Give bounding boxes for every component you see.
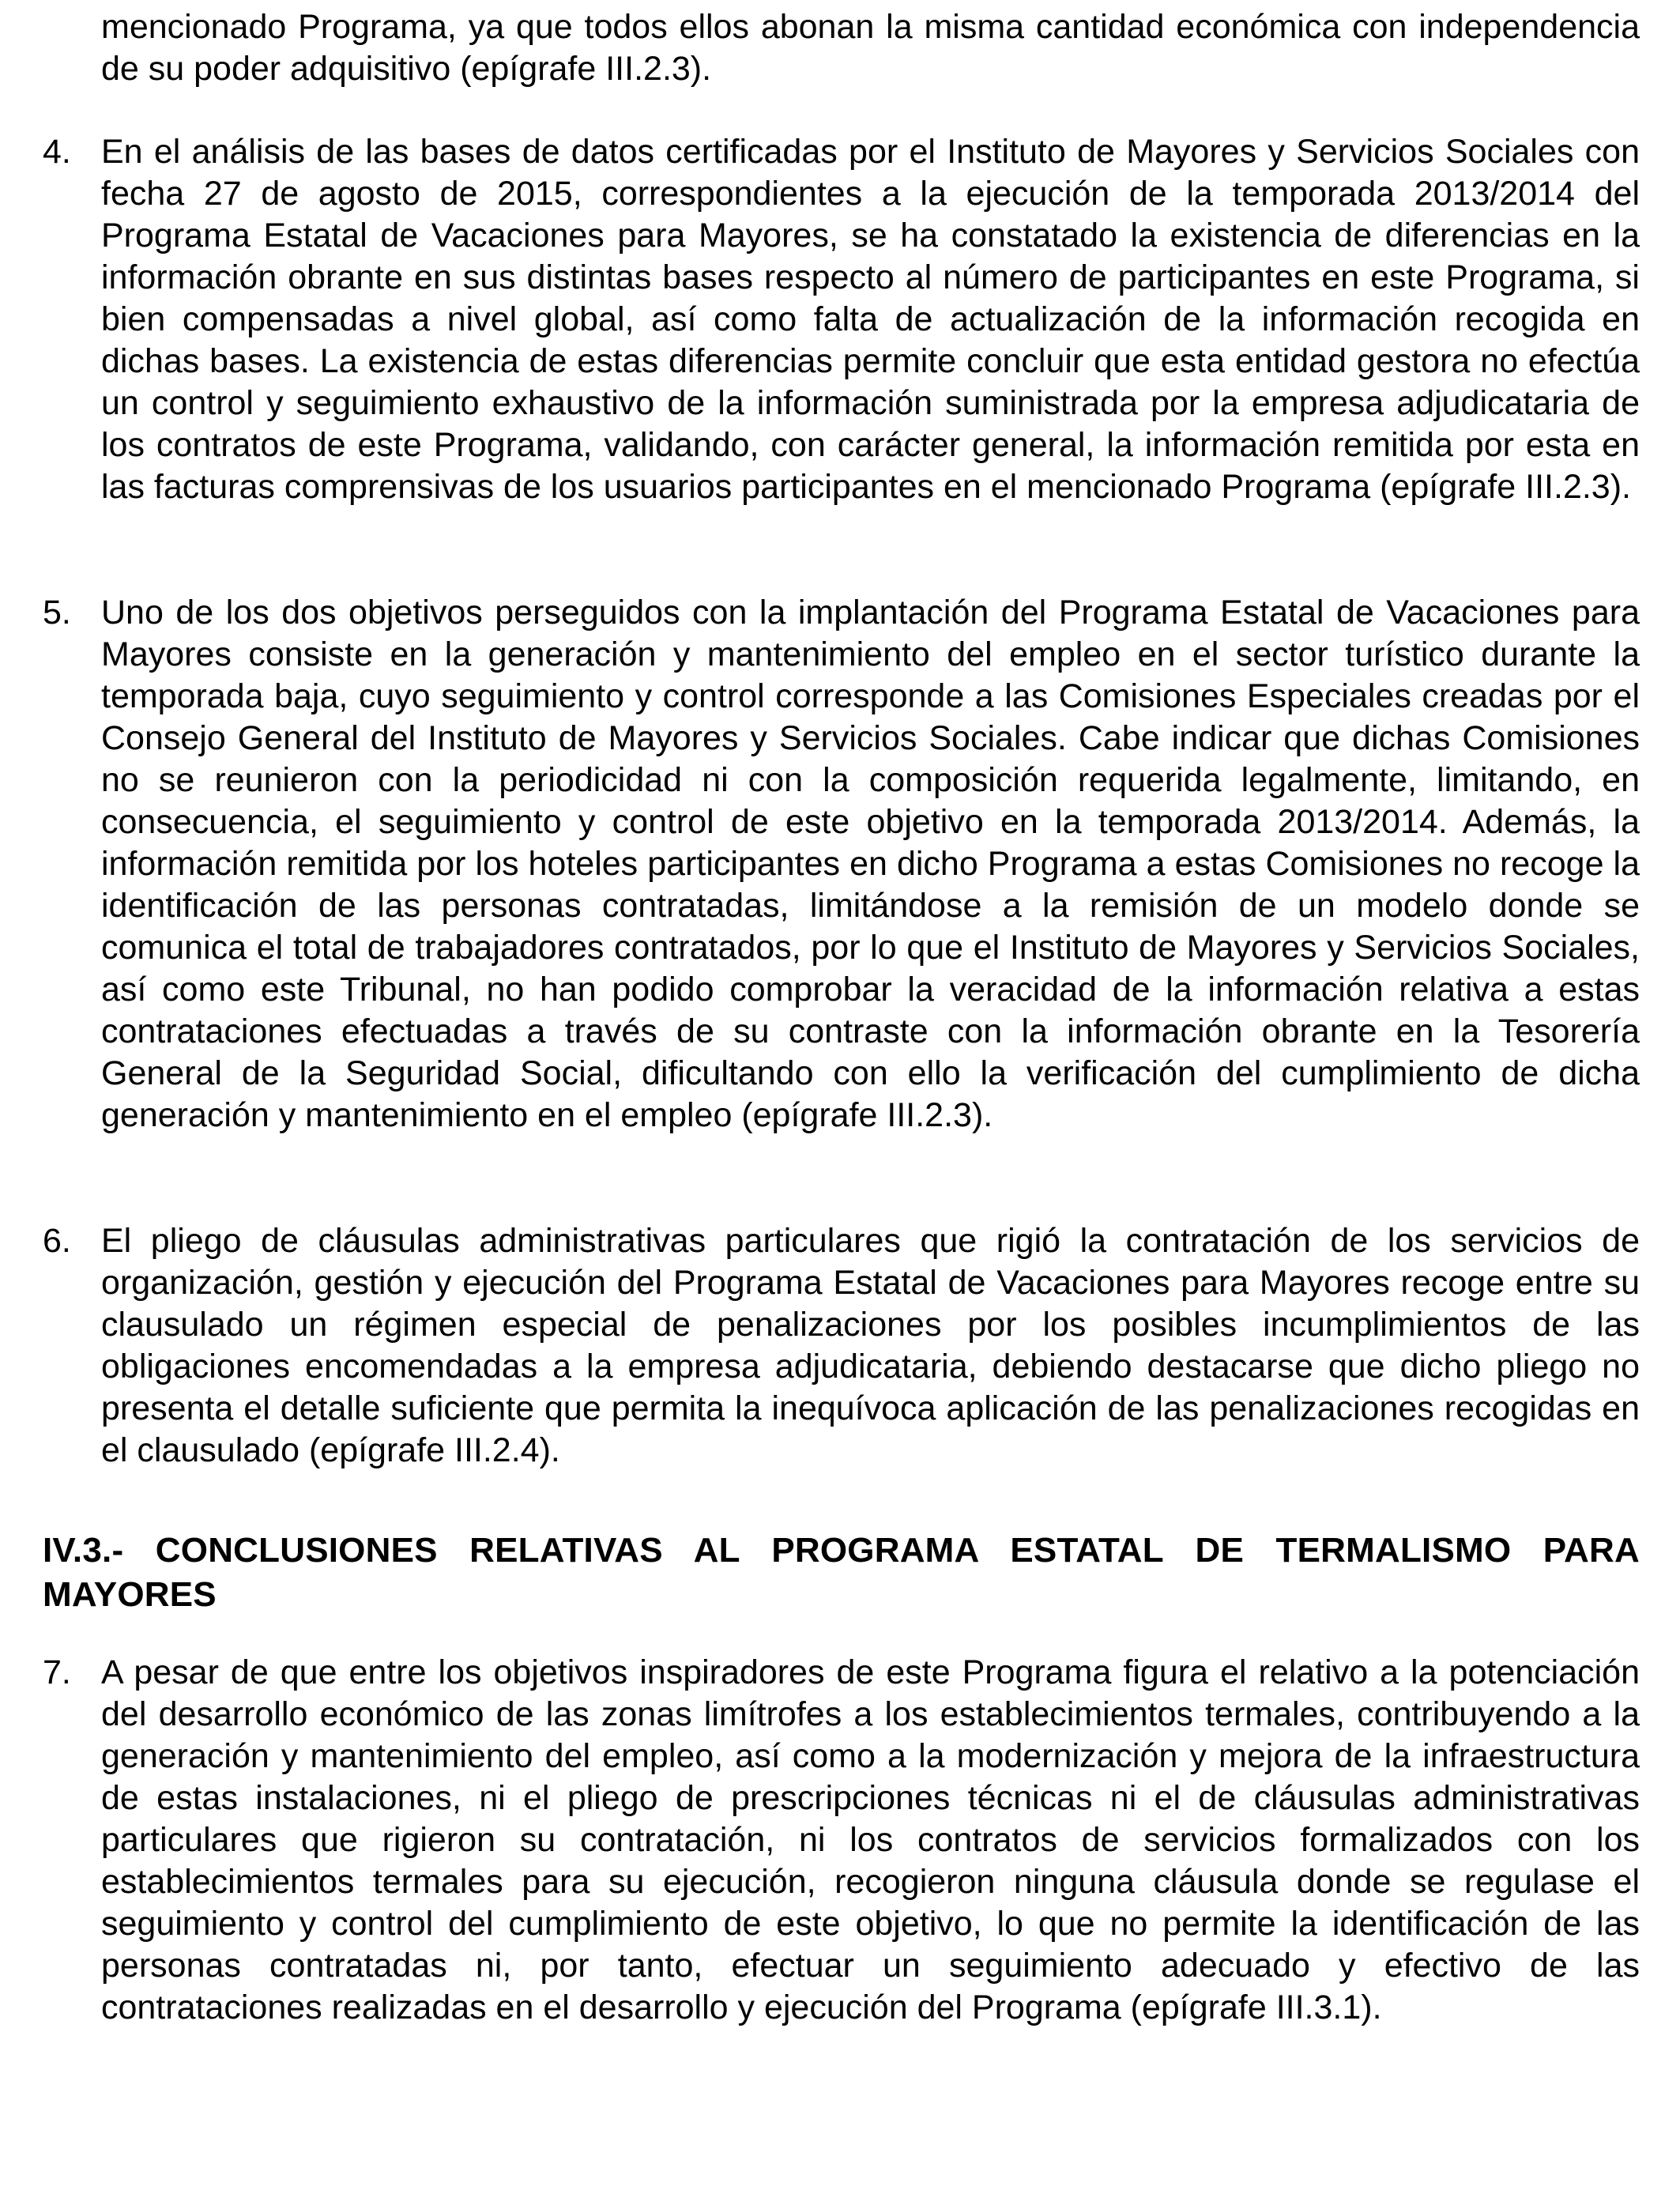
item-number: 4. (43, 133, 71, 171)
item-text: A pesar de que entre los objetivos inspiradores de este Programa figura el relativo a la potenciación del desarrollo económico de las zonas limítrofes a los establecimientos termales, contribuyendo a la generación y mantenimiento del empleo, así como a la modernización y mejora de la infraestructura de estas instalaciones, ni el pliego de prescripciones técnicas ni el de cláusulas administrativas particulares que rigieron su contratación, ni los contratos de servicios formalizados con los establecimientos termales para su ejecución, recogieron ninguna cláusula donde se regulase el seguimiento y control del cumplimiento de este objetivo, lo que no permite la identificación de las personas contratadas ni, por tanto, efectuar un seguimiento adecuado y efectivo de las contrataciones realizadas en el desarrollo y ejecución del Programa (epígrafe III.3.1). (101, 1653, 1640, 2026)
item-text: El pliego de cláusulas administrativas particulares que rigió la contratación de los servicios de organización, gestión y ejecución del Programa Estatal de Vacaciones para Mayores recoge entre su clausulado un régimen especial de penalizaciones por los posibles incumplimientos de las obligaciones encomendadas a la empresa adjudicataria, debiendo destacarse que dicho pliego no presenta el detalle suficiente que permita la inequívoca aplicación de las penalizaciones recogidas en el clausulado (epígrafe III.2.4). (101, 1222, 1640, 1469)
item-text: En el análisis de las bases de datos certificadas por el Instituto de Mayores y Servicios Sociales con fecha 27 de agosto de 2015, correspondientes a la ejecución de la temporada 2013/2014 del Programa Estatal de Vacaciones para Mayores, se ha constatado la existencia de diferencias en la información obrante en sus distintas bases respecto al número de participantes en este Programa, si bien compensadas a nivel global, así como falta de actualización de la información recogida en dichas bases. La existencia de estas diferencias permite concluir que esta entidad gestora no efectúa un control y seguimiento exhaustivo de la información suministrada por la empresa adjudicataria de los contratos de este Programa, validando, con carácter general, la información remitida por esta en las facturas comprensivas de los usuarios participantes en el mencionado Programa (epígrafe III.2.3). (101, 133, 1640, 506)
section-heading: IV.3.- CONCLUSIONES RELATIVAS AL PROGRAMA ESTATAL DE TERMALISMO PARA MAYORES (43, 1531, 1640, 1614)
item-number: 6. (43, 1222, 71, 1260)
item-number: 7. (43, 1653, 71, 1691)
intro-paragraph: mencionado Programa, ya que todos ellos abonan la misma cantidad económica con independencia de su poder adquisitivo (epígrafe III.2.3). (101, 8, 1640, 88)
item-number: 5. (43, 594, 71, 631)
item-text: Uno de los dos objetivos perseguidos con la implantación del Programa Estatal de Vacaciones para Mayores consiste en la generación y mantenimiento del empleo en el sector turístico durante la temporada baja, cuyo seguimiento y control corresponde a las Comisiones Especiales creadas por el Consejo General del Instituto de Mayores y Servicios Sociales. Cabe indicar que dichas Comisiones no se reunieron con la periodicidad ni con la composición requerida legalmente, limitando, en consecuencia, el seguimiento y control de este objetivo en la temporada 2013/2014. Además, la información remitida por los hoteles participantes en dicho Programa a estas Comisiones no recoge la identificación de las personas contratadas, limitándose a la remisión de un modelo donde se comunica el total de trabajadores contratados, por lo que el Instituto de Mayores y Servicios Sociales, así como este Tribunal, no han podido comprobar la veracidad de la información relativa a estas contrataciones efectuadas a través de su contraste con la información obrante en la Tesorería General de la Seguridad Social, dificultando con ello la verificación del cumplimiento de dicha generación y mantenimiento en el empleo (epígrafe III.2.3). (101, 594, 1640, 1134)
